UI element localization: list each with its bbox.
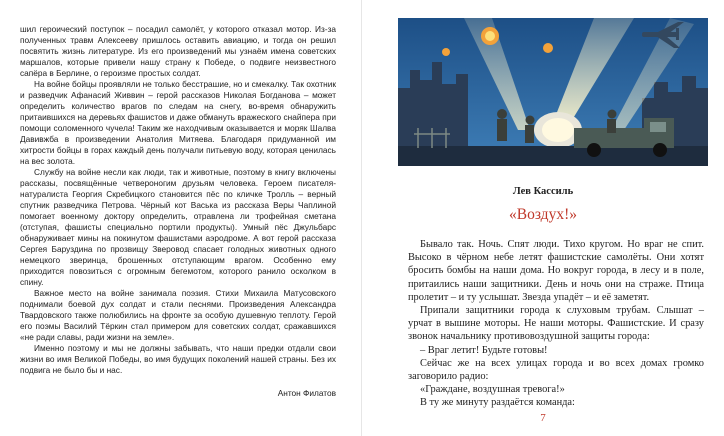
story-paragraph: Бывало так. Ночь. Спят люди. Тихо кругом. Но враг не спит. Высоко в чёрном небе летят фашистские самолёты. Они хотят бросить бомбы на наши дома. Но вокруг города, в лесу и в поле, притаились наши защитники. День и ночь они на страже. Птица пролетит – и ту услышат. Звезда упадёт – и её заметят.: [408, 239, 704, 303]
story-paragraph: – Враг летит! Будьте готовы!: [420, 344, 548, 356]
foreword-paragraph: шил героический поступок – посадил самолёт, у которого отказал мотор. Из-за полученных травм Алексееву пришлось оставить авиацию, и тогда он решил посвятить жизнь литературе. Из его произведений мы узнаём имена советских маршалов, которые привели нашу страну к Победе, о подвиге неизвестного сапёра в Берлине, о героизме простых солдат.: [20, 24, 336, 78]
story-paragraph: В ту же минуту раздаётся команда:: [420, 397, 575, 409]
story-title: «Воздух!»: [509, 206, 577, 223]
foreword-paragraph: На войне бойцы проявляли не только бесстрашие, но и смекалку. Так охотник и разведчик Афанасий Живвин – герой рассказов Николая Богданова – может определить количество врагов по следам на снегу, во-время обнаружить притаившихся на деревьях фашистов и даже обмануть вражеского снайпера при помощи соломенного чучела! Таким же находчивым оказывается и моряк Шалва Давивжба в произведении Анатолия Митяева. Благодаря придуманной им хитрости бойцы в горах каждый день получали питьевую воду, которая ценилась на вес золота.: [20, 79, 336, 166]
story-paragraph: Припали защитники города к слуховым трубам. Слышат – урчат в вышине моторы. Не наши моторы. Фашистские. И сразу звонок начальнику противовоздушной защиты города:: [408, 305, 704, 343]
story-author: Лев Кассиль: [512, 186, 574, 197]
foreword-paragraph: Важное место на войне занимала поэзия. Стихи Михаила Матусовского поднимали боевой дух солдат и стали песнями. Произведения Александра Твардовского также полюбились на фронте за особую душевную теплоту. Герой его поэмы Василий Тёркин стал примером для советских солдат, сражавшихся «не ради славы, ради жизни на земле».: [20, 288, 336, 342]
foreword-signature: Антон Филатов: [277, 388, 336, 398]
story-text: [408, 238, 704, 410]
story-paragraph: Сейчас же на всех улицах города и во всех домах громко заговорило радио:: [408, 357, 704, 383]
foreword-text: [20, 24, 336, 376]
page-number: 7: [540, 412, 546, 424]
right-page: [362, 0, 724, 436]
story-illustration: [398, 18, 708, 166]
foreword-paragraph: Именно поэтому и мы не должны забывать, что наши предки отдали свои жизни во имя Великой Победы, во имя будущих поколений нашей страны. Без их подвига не было бы и нас.: [20, 343, 336, 375]
foreword-paragraph: Службу на войне несли как люди, так и животные, поэтому в книгу включены рассказы, посвящённые четвероногим друзьям человека. Героем писателя-натуралиста Георгия Скребицкого становится пёс по кличке Тролль – верный спутник разведчика Петрова. Чёрный кот Васька из рассказа Веры Чаплиной помогает военному доктору определить, отравлена ли трофейная сметана (отступая, фашисты специально портили продукты). Умный пёс Джульбарс обнаруживает мины на покинутом фашистами аэродроме. А вот герой рассказа Сергея Баруздина по прозвищу Зверовод спасает голодных животных одного немецкого зверинца, брошенных отступающим врагом. Особенно ему приходится повозиться с огромным бегемотом, которого ранило осколком в спину.: [20, 167, 336, 287]
story-paragraph: «Граждане, воздушная тревога!»: [420, 384, 565, 396]
